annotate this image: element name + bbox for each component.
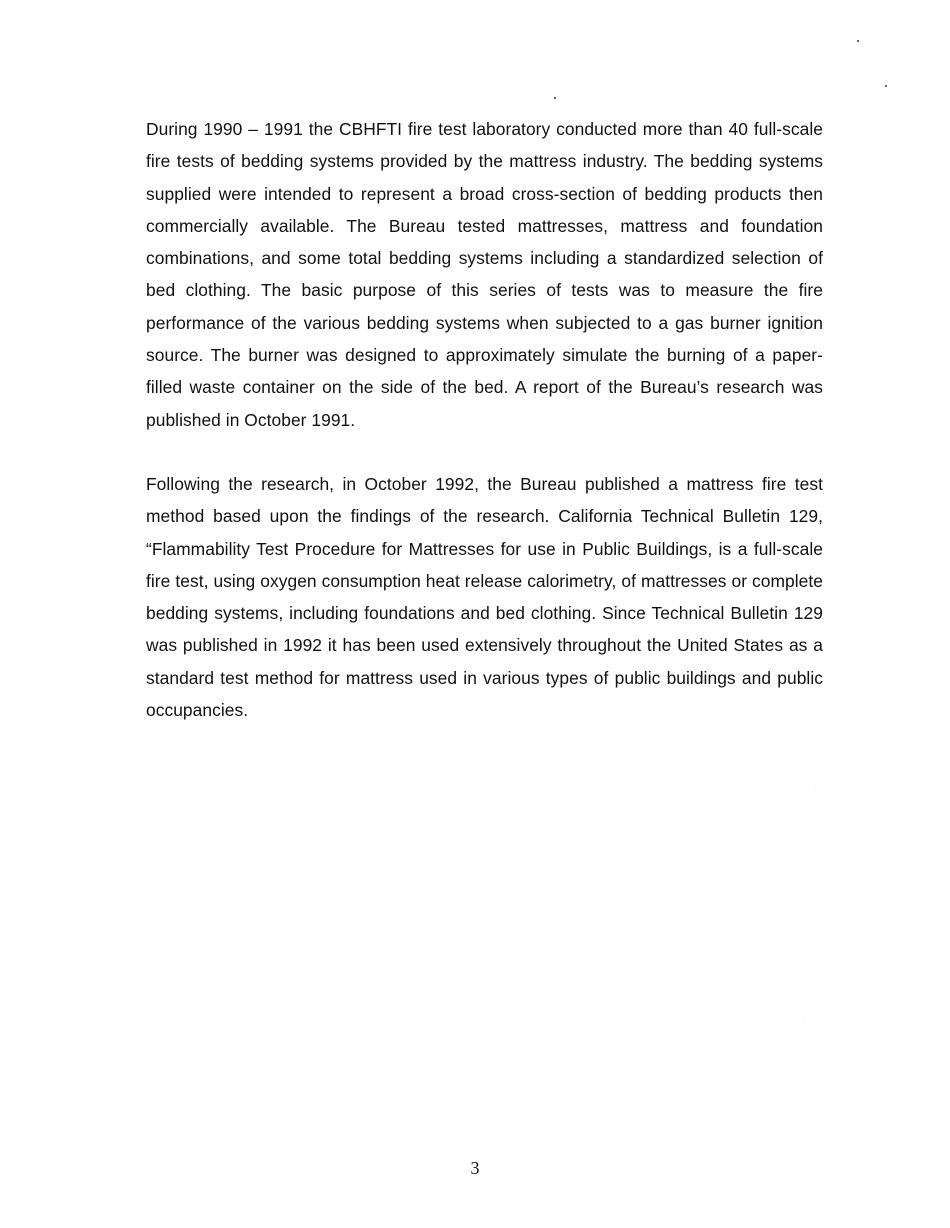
paragraph-research: During 1990 – 1991 the CBHFTI fire test laboratory conducted more than 40 full-scale fire tests of bedding systems provided by the mattress industry. The bedding systems supplied were intended to represent a broad cross-section of bedding products then commercially available. The Bureau tested mattresses, mattress and foundation combinations, and some total bedding systems including a standardized selection of bed clothing. The basic purpose of this series of tests was to measure the fire performance of the various bedding systems when subjected to a gas burner ignition source. The burner was designed to approximately simulate the burning of a paper-filled waste container on the side of the bed. A report of the Bureau’s research was published in October 1991. xyxy=(146,119,823,430)
scan-speck xyxy=(803,1020,804,1021)
scan-speck xyxy=(554,97,556,99)
scan-speck xyxy=(605,875,606,876)
page-number: 3 xyxy=(470,1158,480,1178)
scan-speck xyxy=(885,85,887,87)
paragraph-test-method: Following the research, in October 1992, the Bureau published a mattress fire test method based upon the findings of the research. California Technical Bulletin 129, “Flammability Test Procedure for Mattresses for use in Public Buildings, is a full-scale fire test, using oxygen consumption heat release calorimetry, of mattresses or complete bedding systems, including foundations and bed clothing. Since Technical Bulletin 129 was published in 1992 it has been used extensively throughout the United States as a standard test method for mattress used in various types of public buildings and public occupancies. xyxy=(146,473,823,721)
body-text xyxy=(146,113,823,726)
scan-speck xyxy=(815,786,816,787)
scan-speck xyxy=(857,40,859,42)
